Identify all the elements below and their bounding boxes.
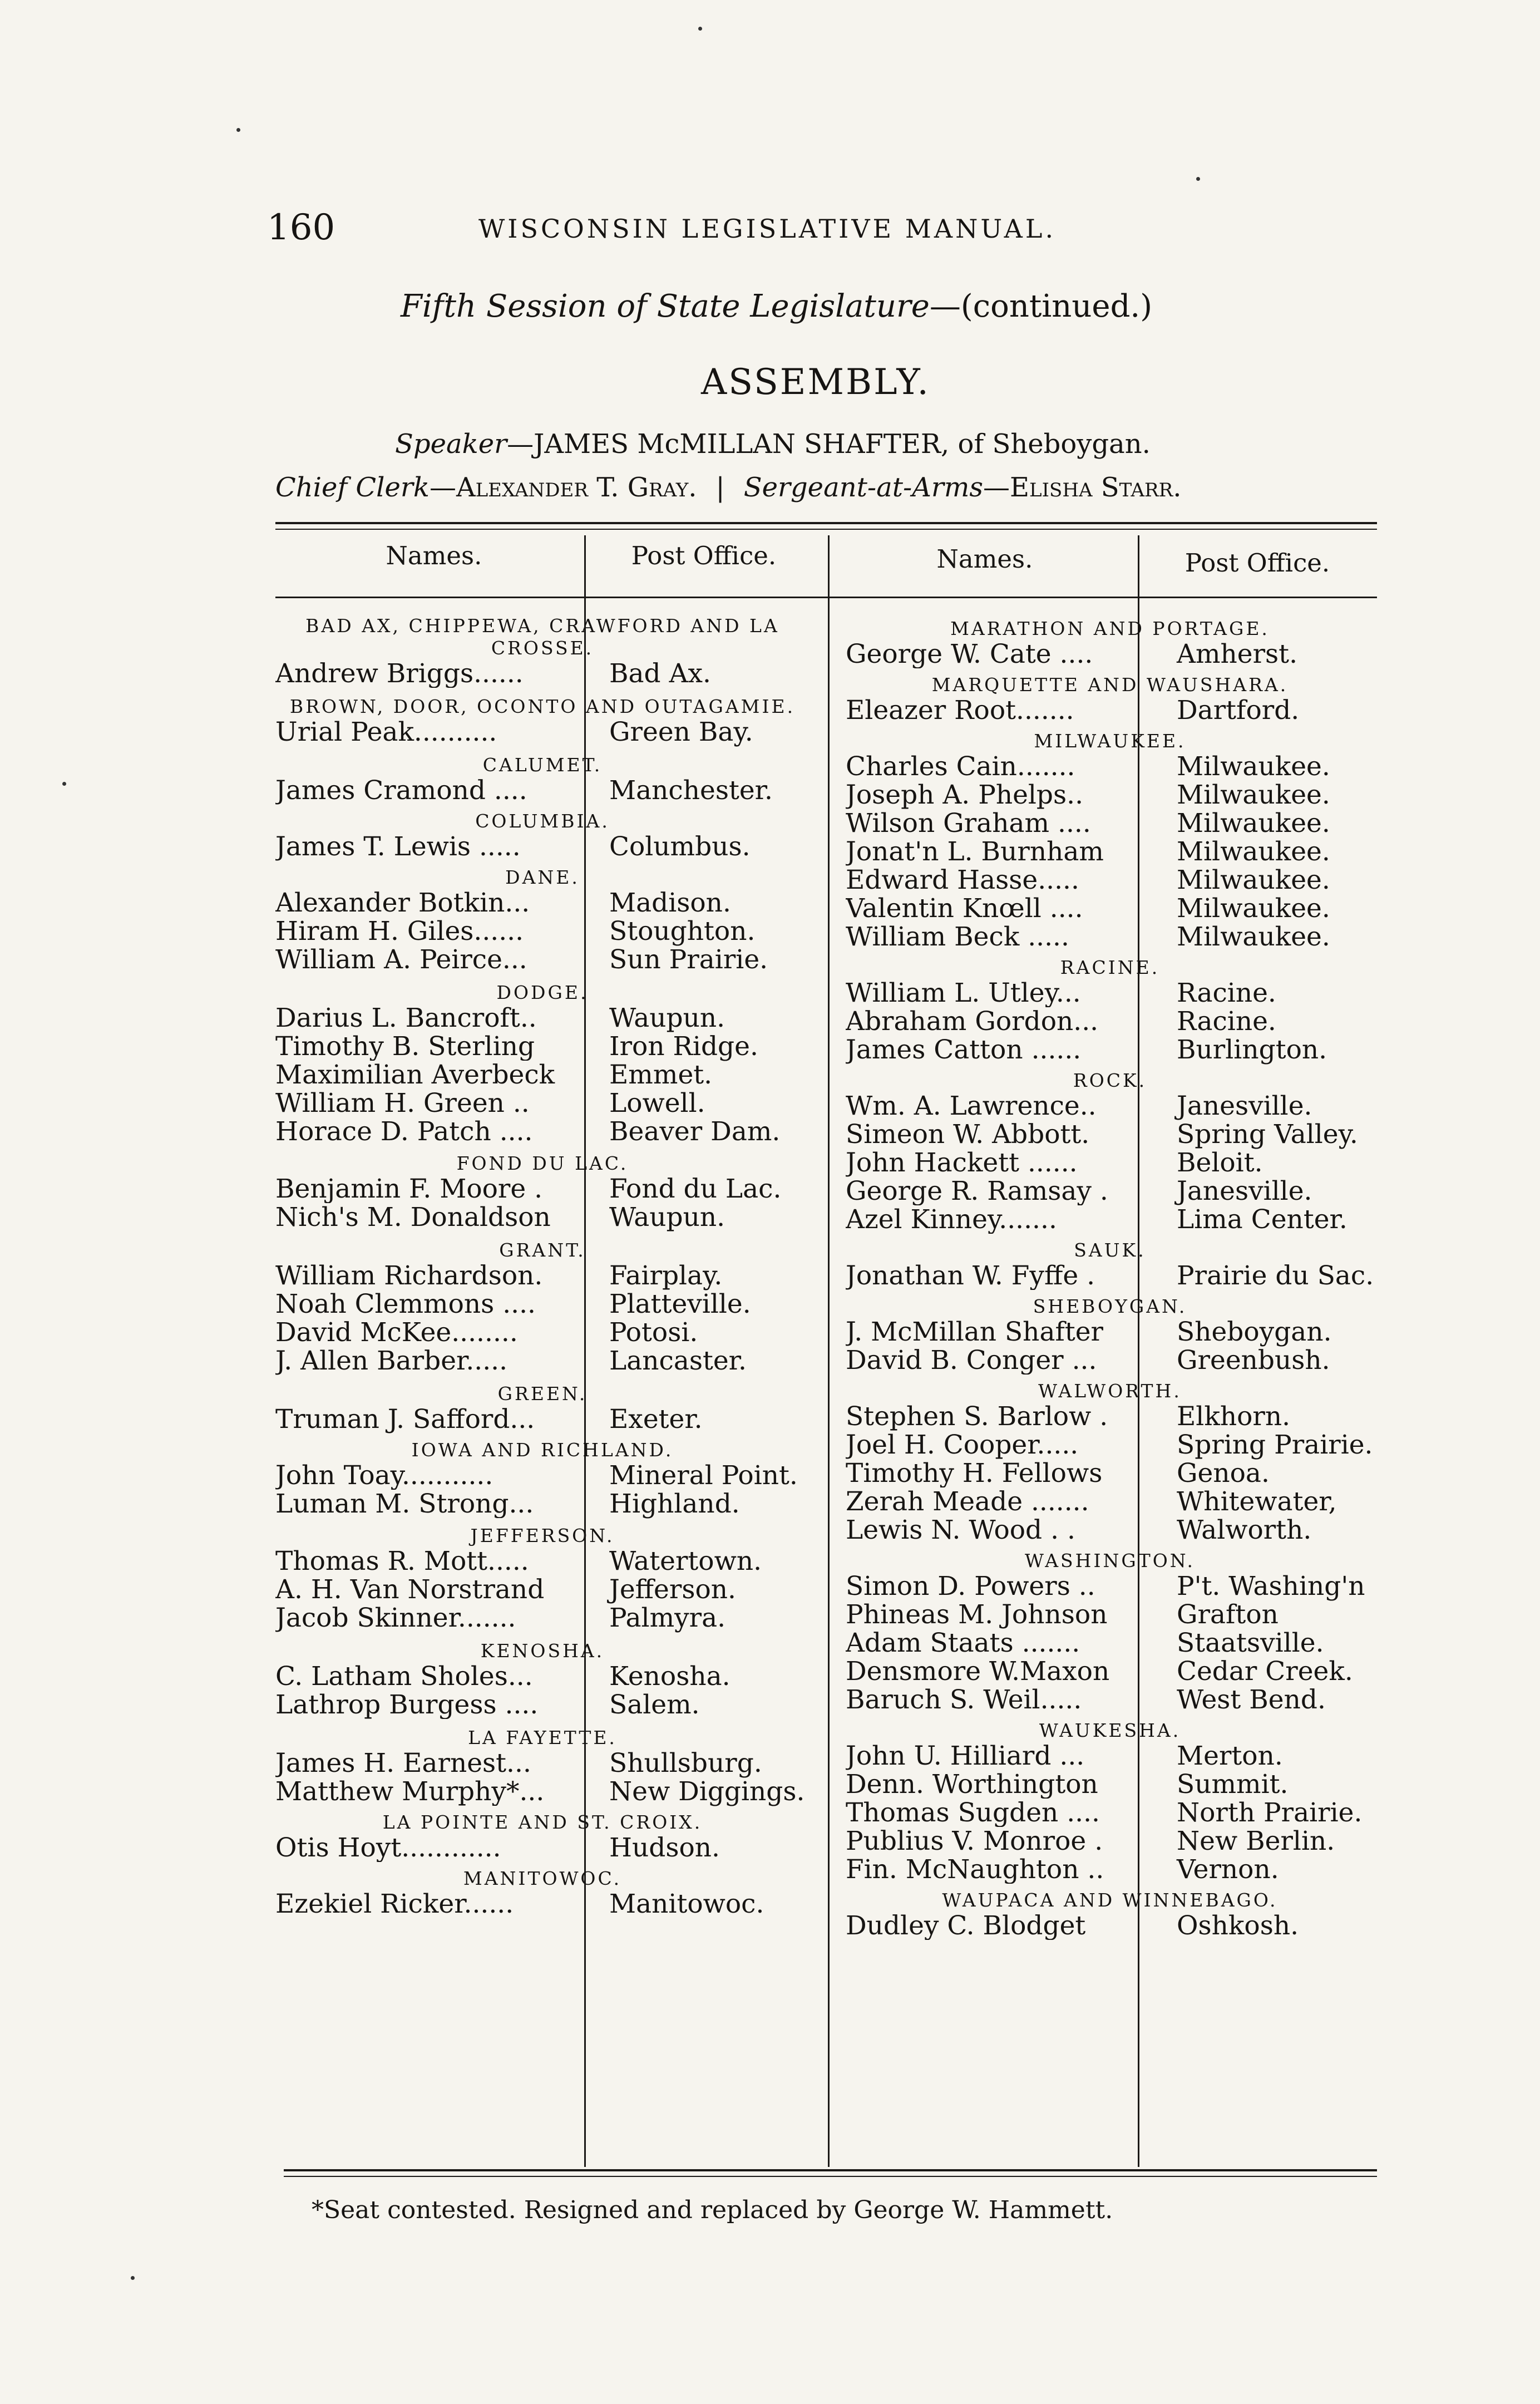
- member-row: [275, 832, 810, 861]
- speaker-label: Speaker: [395, 428, 507, 460]
- column-divider-2: [828, 535, 830, 2167]
- member-row: [275, 718, 810, 746]
- officer-separator: |: [715, 472, 725, 503]
- member-post-office: Staatsville.: [1177, 1628, 1324, 1658]
- county-heading: WAUPACA AND WINNEBAGO.: [942, 1889, 1278, 1911]
- chief-clerk-label: Chief Clerk: [275, 472, 430, 503]
- member-name: A. H. Van Norstrand: [275, 1575, 545, 1604]
- member-name: Otis Hoyt............: [275, 1834, 501, 1862]
- member-post-office: Jefferson.: [609, 1574, 736, 1605]
- member-row: [846, 1855, 1374, 1884]
- table-top-rule-thin: [275, 529, 1377, 530]
- member-post-office: P't. Washing'n: [1177, 1571, 1365, 1602]
- member-post-office: Green Bay.: [609, 717, 753, 747]
- member-name: James H. Earnest...: [275, 1749, 531, 1777]
- county-heading: IOWA AND RICHLAND.: [411, 1439, 674, 1461]
- member-post-office: Palmyra.: [609, 1603, 726, 1633]
- member-name: Matthew Murphy*...: [275, 1777, 545, 1806]
- member-name: James T. Lewis .....: [275, 832, 521, 861]
- member-row: [846, 1629, 1374, 1657]
- county-heading: ROCK.: [1073, 1070, 1147, 1091]
- county-group: [275, 1868, 810, 1918]
- member-name: William A. Peirce...: [275, 945, 527, 974]
- member-post-office: Madison.: [609, 888, 731, 918]
- county-heading: WALWORTH.: [1038, 1380, 1182, 1402]
- member-name: Horace D. Patch ....: [275, 1117, 533, 1146]
- member-name: Maximilian Averbeck: [275, 1061, 555, 1089]
- county-heading: CALUMET.: [482, 754, 603, 776]
- member-name: William Richardson.: [275, 1262, 543, 1290]
- member-post-office: Amherst.: [1177, 639, 1298, 669]
- member-name: Darius L. Bancroft..: [275, 1004, 537, 1032]
- member-row: [846, 894, 1374, 923]
- member-post-office: Milwaukee.: [1177, 865, 1330, 895]
- member-name: Edward Hasse.....: [846, 866, 1079, 894]
- member-row: [275, 1089, 810, 1117]
- member-post-office: Burlington.: [1177, 1034, 1327, 1065]
- member-name: Nich's M. Donaldson: [275, 1203, 551, 1231]
- member-post-office: Milwaukee.: [1177, 836, 1330, 867]
- member-row: [275, 1461, 810, 1490]
- member-row: [275, 1604, 810, 1632]
- member-post-office: Elkhorn.: [1177, 1401, 1291, 1432]
- member-name: Eleazer Root.......: [846, 696, 1074, 725]
- member-name: Alexander Botkin...: [275, 889, 530, 917]
- member-post-office: Potosi.: [609, 1317, 698, 1348]
- member-post-office: Spring Valley.: [1177, 1119, 1358, 1150]
- member-row: [275, 1691, 810, 1719]
- member-row: [275, 1004, 810, 1032]
- post-office-header-right: Post Office.: [1184, 548, 1330, 578]
- print-speck: [62, 782, 66, 786]
- member-name: Adam Staats .......: [846, 1629, 1080, 1657]
- session-title-continued: —(continued.): [929, 288, 1153, 324]
- member-post-office: Spring Prairie.: [1177, 1430, 1373, 1460]
- county-heading: MANITOWOC.: [463, 1868, 622, 1889]
- member-name: George R. Ramsay .: [846, 1177, 1108, 1205]
- member-name: Charles Cain.......: [846, 752, 1075, 781]
- member-name: James Catton ......: [846, 1036, 1082, 1064]
- member-post-office: Waupun.: [609, 1202, 725, 1233]
- right-county-list: [846, 612, 1374, 1940]
- member-row: [275, 1490, 810, 1518]
- member-post-office: Milwaukee.: [1177, 751, 1330, 782]
- sergeant-value: —Elisha Starr.: [983, 472, 1182, 503]
- table-top-rule: [275, 522, 1377, 524]
- member-row: [846, 1092, 1374, 1120]
- member-name: Valentin Knœll ....: [846, 894, 1083, 923]
- county-group: [275, 615, 810, 688]
- member-row: [275, 1547, 810, 1575]
- member-row: [846, 1120, 1374, 1149]
- county-heading: SHEBOYGAN.: [1033, 1295, 1187, 1317]
- member-row: [275, 1032, 810, 1061]
- member-row: [275, 659, 810, 688]
- member-name: C. Latham Sholes...: [275, 1662, 533, 1691]
- county-group: [275, 982, 810, 1146]
- member-name: Jonathan W. Fyffe .: [846, 1262, 1095, 1290]
- member-name: Phineas M. Johnson: [846, 1600, 1108, 1629]
- county-heading: KENOSHA.: [480, 1640, 605, 1662]
- county-group: [846, 1550, 1374, 1714]
- member-row: [846, 1262, 1374, 1290]
- county-group: [846, 674, 1374, 725]
- print-speck: [1196, 177, 1200, 181]
- member-post-office: Genoa.: [1177, 1458, 1270, 1489]
- member-name: J. McMillan Shafter: [846, 1318, 1104, 1346]
- print-speck: [698, 27, 702, 31]
- member-row: [846, 979, 1374, 1007]
- member-row: [846, 1742, 1374, 1770]
- member-row: [846, 1770, 1374, 1799]
- county-heading: FOND DU LAC.: [456, 1152, 629, 1174]
- county-group: [846, 957, 1374, 1064]
- county-heading: MARATHON AND PORTAGE.: [950, 618, 1270, 639]
- member-post-office: Manitowoc.: [609, 1889, 764, 1919]
- member-post-office: Janesville.: [1177, 1176, 1312, 1206]
- member-row: [275, 1777, 810, 1806]
- member-name: Zerah Meade .......: [846, 1487, 1089, 1516]
- member-name: George W. Cate ....: [846, 640, 1093, 668]
- member-name: William Beck .....: [846, 923, 1069, 951]
- member-post-office: Stoughton.: [609, 916, 756, 947]
- member-name: John U. Hilliard ...: [846, 1742, 1085, 1770]
- officers-line: [275, 472, 1182, 503]
- county-heading: DANE.: [505, 866, 580, 888]
- member-name: Abraham Gordon...: [846, 1007, 1099, 1036]
- running-title: WISCONSIN LEGISLATIVE MANUAL.: [478, 214, 1057, 244]
- member-post-office: Sheboygan.: [1177, 1317, 1332, 1347]
- member-name: Hiram H. Giles......: [275, 917, 524, 945]
- footnote: *Seat contested. Resigned and replaced by George W. Hammett.: [312, 2196, 1113, 2224]
- member-post-office: Milwaukee.: [1177, 808, 1330, 839]
- county-heading: BROWN, DOOR, OCONTO AND OUTAGAMIE.: [289, 696, 796, 717]
- member-name: Joel H. Cooper.....: [846, 1431, 1079, 1459]
- member-row: [275, 917, 810, 945]
- member-post-office: Lima Center.: [1177, 1204, 1348, 1235]
- member-post-office: Milwaukee.: [1177, 922, 1330, 952]
- member-name: Denn. Worthington: [846, 1770, 1098, 1799]
- member-name: Luman M. Strong...: [275, 1490, 534, 1518]
- session-title: [401, 288, 1152, 324]
- member-post-office: Whitewater,: [1177, 1486, 1337, 1517]
- county-heading: DODGE.: [496, 982, 589, 1003]
- member-row: [846, 1516, 1374, 1544]
- member-row: [846, 1149, 1374, 1177]
- member-post-office: Dartford.: [1177, 695, 1300, 726]
- post-office-header-left: Post Office.: [631, 541, 777, 570]
- member-name: Azel Kinney.......: [846, 1205, 1057, 1234]
- member-row: [275, 1203, 810, 1231]
- member-post-office: Janesville.: [1177, 1091, 1312, 1121]
- member-row: [275, 1061, 810, 1089]
- print-speck: [236, 128, 240, 132]
- member-row: [846, 752, 1374, 781]
- member-post-office: Grafton: [1177, 1599, 1279, 1630]
- county-group: [275, 1525, 810, 1632]
- member-post-office: North Prairie.: [1177, 1797, 1363, 1828]
- county-heading: JEFFERSON.: [470, 1525, 615, 1546]
- member-row: [846, 866, 1374, 894]
- county-group: [275, 1640, 810, 1719]
- member-post-office: Columbus.: [609, 831, 751, 862]
- member-name: John Toay...........: [275, 1461, 493, 1490]
- member-name: Jonat'n L. Burnham: [846, 838, 1104, 866]
- member-row: [846, 1459, 1374, 1487]
- member-post-office: Racine.: [1177, 978, 1276, 1008]
- member-post-office: Fairplay.: [609, 1260, 723, 1291]
- county-heading: BAD AX, CHIPPEWA, CRAWFORD AND LA CROSSE.: [305, 615, 779, 659]
- left-county-list: [275, 609, 810, 1918]
- member-name: Ezekiel Ricker......: [275, 1890, 514, 1918]
- member-post-office: Milwaukee.: [1177, 893, 1330, 924]
- member-row: [275, 1262, 810, 1290]
- member-name: Simon D. Powers ..: [846, 1572, 1095, 1600]
- member-row: [846, 1318, 1374, 1346]
- member-row: [846, 1912, 1374, 1940]
- member-name: Lewis N. Wood . .: [846, 1516, 1075, 1544]
- county-heading: COLUMBIA.: [475, 810, 610, 832]
- member-row: [846, 1600, 1374, 1629]
- member-row: [275, 1405, 810, 1433]
- member-post-office: Sun Prairie.: [609, 944, 768, 975]
- county-group: [846, 1295, 1374, 1375]
- member-row: [846, 1205, 1374, 1234]
- names-header-right: Names.: [936, 544, 1033, 574]
- county-group: [275, 696, 810, 746]
- member-name: David McKee........: [275, 1318, 518, 1347]
- county-group: [846, 618, 1374, 668]
- member-post-office: Kenosha.: [609, 1661, 730, 1692]
- member-post-office: Salem.: [609, 1689, 700, 1720]
- member-post-office: West Bend.: [1177, 1684, 1326, 1715]
- county-heading: MARQUETTE AND WAUSHARA.: [931, 674, 1289, 696]
- member-name: Wilson Graham ....: [846, 809, 1091, 838]
- member-post-office: Cedar Creek.: [1177, 1656, 1353, 1687]
- member-row: [275, 945, 810, 974]
- chief-clerk-value: —Alexander T. Gray.: [429, 472, 697, 503]
- print-speck: [131, 2276, 135, 2280]
- member-name: Simeon W. Abbott.: [846, 1120, 1090, 1149]
- names-header-left: Names.: [386, 541, 482, 570]
- member-name: Truman J. Safford...: [275, 1405, 535, 1433]
- member-name: Noah Clemmons ....: [275, 1290, 536, 1318]
- member-post-office: Walworth.: [1177, 1515, 1312, 1545]
- member-post-office: Waupun.: [609, 1003, 725, 1033]
- county-group: [275, 1811, 810, 1862]
- member-post-office: Iron Ridge.: [609, 1031, 758, 1062]
- member-post-office: Emmet.: [609, 1060, 713, 1090]
- member-row: [846, 781, 1374, 809]
- member-row: [275, 1347, 810, 1375]
- table-bottom-rule-thin: [284, 2176, 1377, 2177]
- member-name: Timothy B. Sterling: [275, 1032, 535, 1061]
- county-heading: LA FAYETTE.: [468, 1727, 617, 1748]
- member-name: Densmore W.Maxon: [846, 1657, 1110, 1686]
- member-row: [846, 640, 1374, 668]
- county-heading: LA POINTE AND ST. CROIX.: [382, 1811, 703, 1833]
- member-name: William L. Utley...: [846, 979, 1081, 1007]
- county-group: [846, 1239, 1374, 1290]
- member-post-office: Mineral Point.: [609, 1460, 798, 1491]
- member-row: [275, 1662, 810, 1691]
- member-post-office: Prairie du Sac.: [1177, 1260, 1374, 1291]
- member-post-office: Shullsburg.: [609, 1748, 762, 1779]
- table-bottom-rule: [284, 2169, 1377, 2171]
- member-post-office: Beaver Dam.: [609, 1116, 781, 1147]
- sergeant-label: Sergeant-at-Arms: [743, 472, 983, 503]
- county-heading: WAUKESHA.: [1039, 1720, 1181, 1741]
- county-group: [275, 1152, 810, 1231]
- page-number: 160: [267, 207, 335, 248]
- member-post-office: Fond du Lac.: [609, 1174, 782, 1204]
- member-row: [275, 1117, 810, 1146]
- member-name: Urial Peak..........: [275, 718, 497, 746]
- member-name: Wm. A. Lawrence..: [846, 1092, 1097, 1120]
- county-group: [846, 1070, 1374, 1234]
- county-group: [846, 1380, 1374, 1544]
- member-post-office: Manchester.: [609, 775, 773, 806]
- member-row: [846, 1007, 1374, 1036]
- member-post-office: Merton.: [1177, 1741, 1283, 1771]
- member-post-office: Milwaukee.: [1177, 780, 1330, 810]
- county-heading: GRANT.: [499, 1239, 586, 1261]
- member-row: [275, 889, 810, 917]
- member-name: J. Allen Barber.....: [275, 1347, 508, 1375]
- member-row: [846, 1346, 1374, 1375]
- member-name: Lathrop Burgess ....: [275, 1691, 539, 1719]
- header-bottom-rule: [275, 597, 1377, 598]
- member-row: [275, 1749, 810, 1777]
- member-row: [846, 1487, 1374, 1516]
- county-group: [275, 1383, 810, 1433]
- member-name: William H. Green ..: [275, 1089, 530, 1117]
- member-post-office: Platteville.: [609, 1289, 751, 1319]
- member-post-office: Lowell.: [609, 1088, 705, 1119]
- member-row: [275, 1575, 810, 1604]
- member-post-office: New Diggings.: [609, 1776, 805, 1807]
- county-group: [846, 1889, 1374, 1940]
- member-row: [275, 1318, 810, 1347]
- member-row: [846, 1799, 1374, 1827]
- member-row: [275, 1290, 810, 1318]
- member-name: Dudley C. Blodget: [846, 1912, 1086, 1940]
- session-title-italic: Fifth Session of State Legislature: [401, 288, 930, 324]
- county-heading: GREEN.: [497, 1383, 588, 1405]
- member-name: Fin. McNaughton ..: [846, 1855, 1104, 1884]
- county-group: [846, 1720, 1374, 1884]
- member-post-office: Bad Ax.: [609, 658, 711, 689]
- county-group: [275, 754, 810, 805]
- member-name: Baruch S. Weil.....: [846, 1686, 1082, 1714]
- member-post-office: Vernon.: [1177, 1854, 1279, 1885]
- member-name: Andrew Briggs......: [275, 659, 524, 688]
- county-group: [275, 1727, 810, 1806]
- member-row: [275, 776, 810, 805]
- county-group: [846, 730, 1374, 951]
- member-post-office: Watertown.: [609, 1546, 762, 1577]
- member-row: [846, 838, 1374, 866]
- member-post-office: Greenbush.: [1177, 1345, 1330, 1376]
- member-name: Benjamin F. Moore .: [275, 1175, 543, 1203]
- county-group: [275, 810, 810, 861]
- member-name: David B. Conger ...: [846, 1346, 1097, 1375]
- county-heading: WASHINGTON.: [1024, 1550, 1196, 1572]
- speaker-value: —JAMES McMILLAN SHAFTER, of Sheboygan.: [507, 428, 1151, 460]
- member-post-office: New Berlin.: [1177, 1826, 1335, 1856]
- page-header: [267, 207, 1168, 257]
- member-row: [275, 1834, 810, 1862]
- member-name: James Cramond ....: [275, 776, 527, 805]
- member-row: [846, 1402, 1374, 1431]
- county-heading: SAUK.: [1074, 1239, 1146, 1261]
- member-post-office: Highland.: [609, 1489, 740, 1519]
- member-row: [846, 1431, 1374, 1459]
- member-post-office: Racine.: [1177, 1006, 1276, 1037]
- member-name: Thomas R. Mott.....: [275, 1547, 529, 1575]
- county-heading: MILWAUKEE.: [1034, 730, 1186, 752]
- member-post-office: Exeter.: [609, 1404, 703, 1435]
- member-name: John Hackett ......: [846, 1149, 1078, 1177]
- assembly-title: ASSEMBLY.: [701, 362, 930, 403]
- member-name: Thomas Sugden ....: [846, 1799, 1100, 1827]
- member-name: Jacob Skinner.......: [275, 1604, 516, 1632]
- member-post-office: Summit.: [1177, 1769, 1289, 1800]
- member-row: [846, 1657, 1374, 1686]
- county-group: [275, 1239, 810, 1375]
- member-row: [846, 923, 1374, 951]
- county-group: [275, 866, 810, 974]
- member-post-office: Oshkosh.: [1177, 1910, 1299, 1941]
- speaker-line: [395, 428, 1151, 460]
- member-name: Publius V. Monroe .: [846, 1827, 1103, 1855]
- member-post-office: Lancaster.: [609, 1346, 747, 1376]
- member-post-office: Hudson.: [609, 1832, 720, 1863]
- member-row: [275, 1175, 810, 1203]
- member-row: [846, 696, 1374, 725]
- member-post-office: Beloit.: [1177, 1147, 1263, 1178]
- member-name: Stephen S. Barlow .: [846, 1402, 1108, 1431]
- member-row: [846, 1036, 1374, 1064]
- member-row: [846, 1827, 1374, 1855]
- member-row: [846, 1686, 1374, 1714]
- member-row: [846, 809, 1374, 838]
- member-row: [275, 1890, 810, 1918]
- county-group: [275, 1439, 810, 1518]
- member-row: [846, 1177, 1374, 1205]
- member-name: Timothy H. Fellows: [846, 1459, 1103, 1487]
- member-name: Joseph A. Phelps..: [846, 781, 1084, 809]
- county-heading: RACINE.: [1060, 957, 1160, 978]
- member-row: [846, 1572, 1374, 1600]
